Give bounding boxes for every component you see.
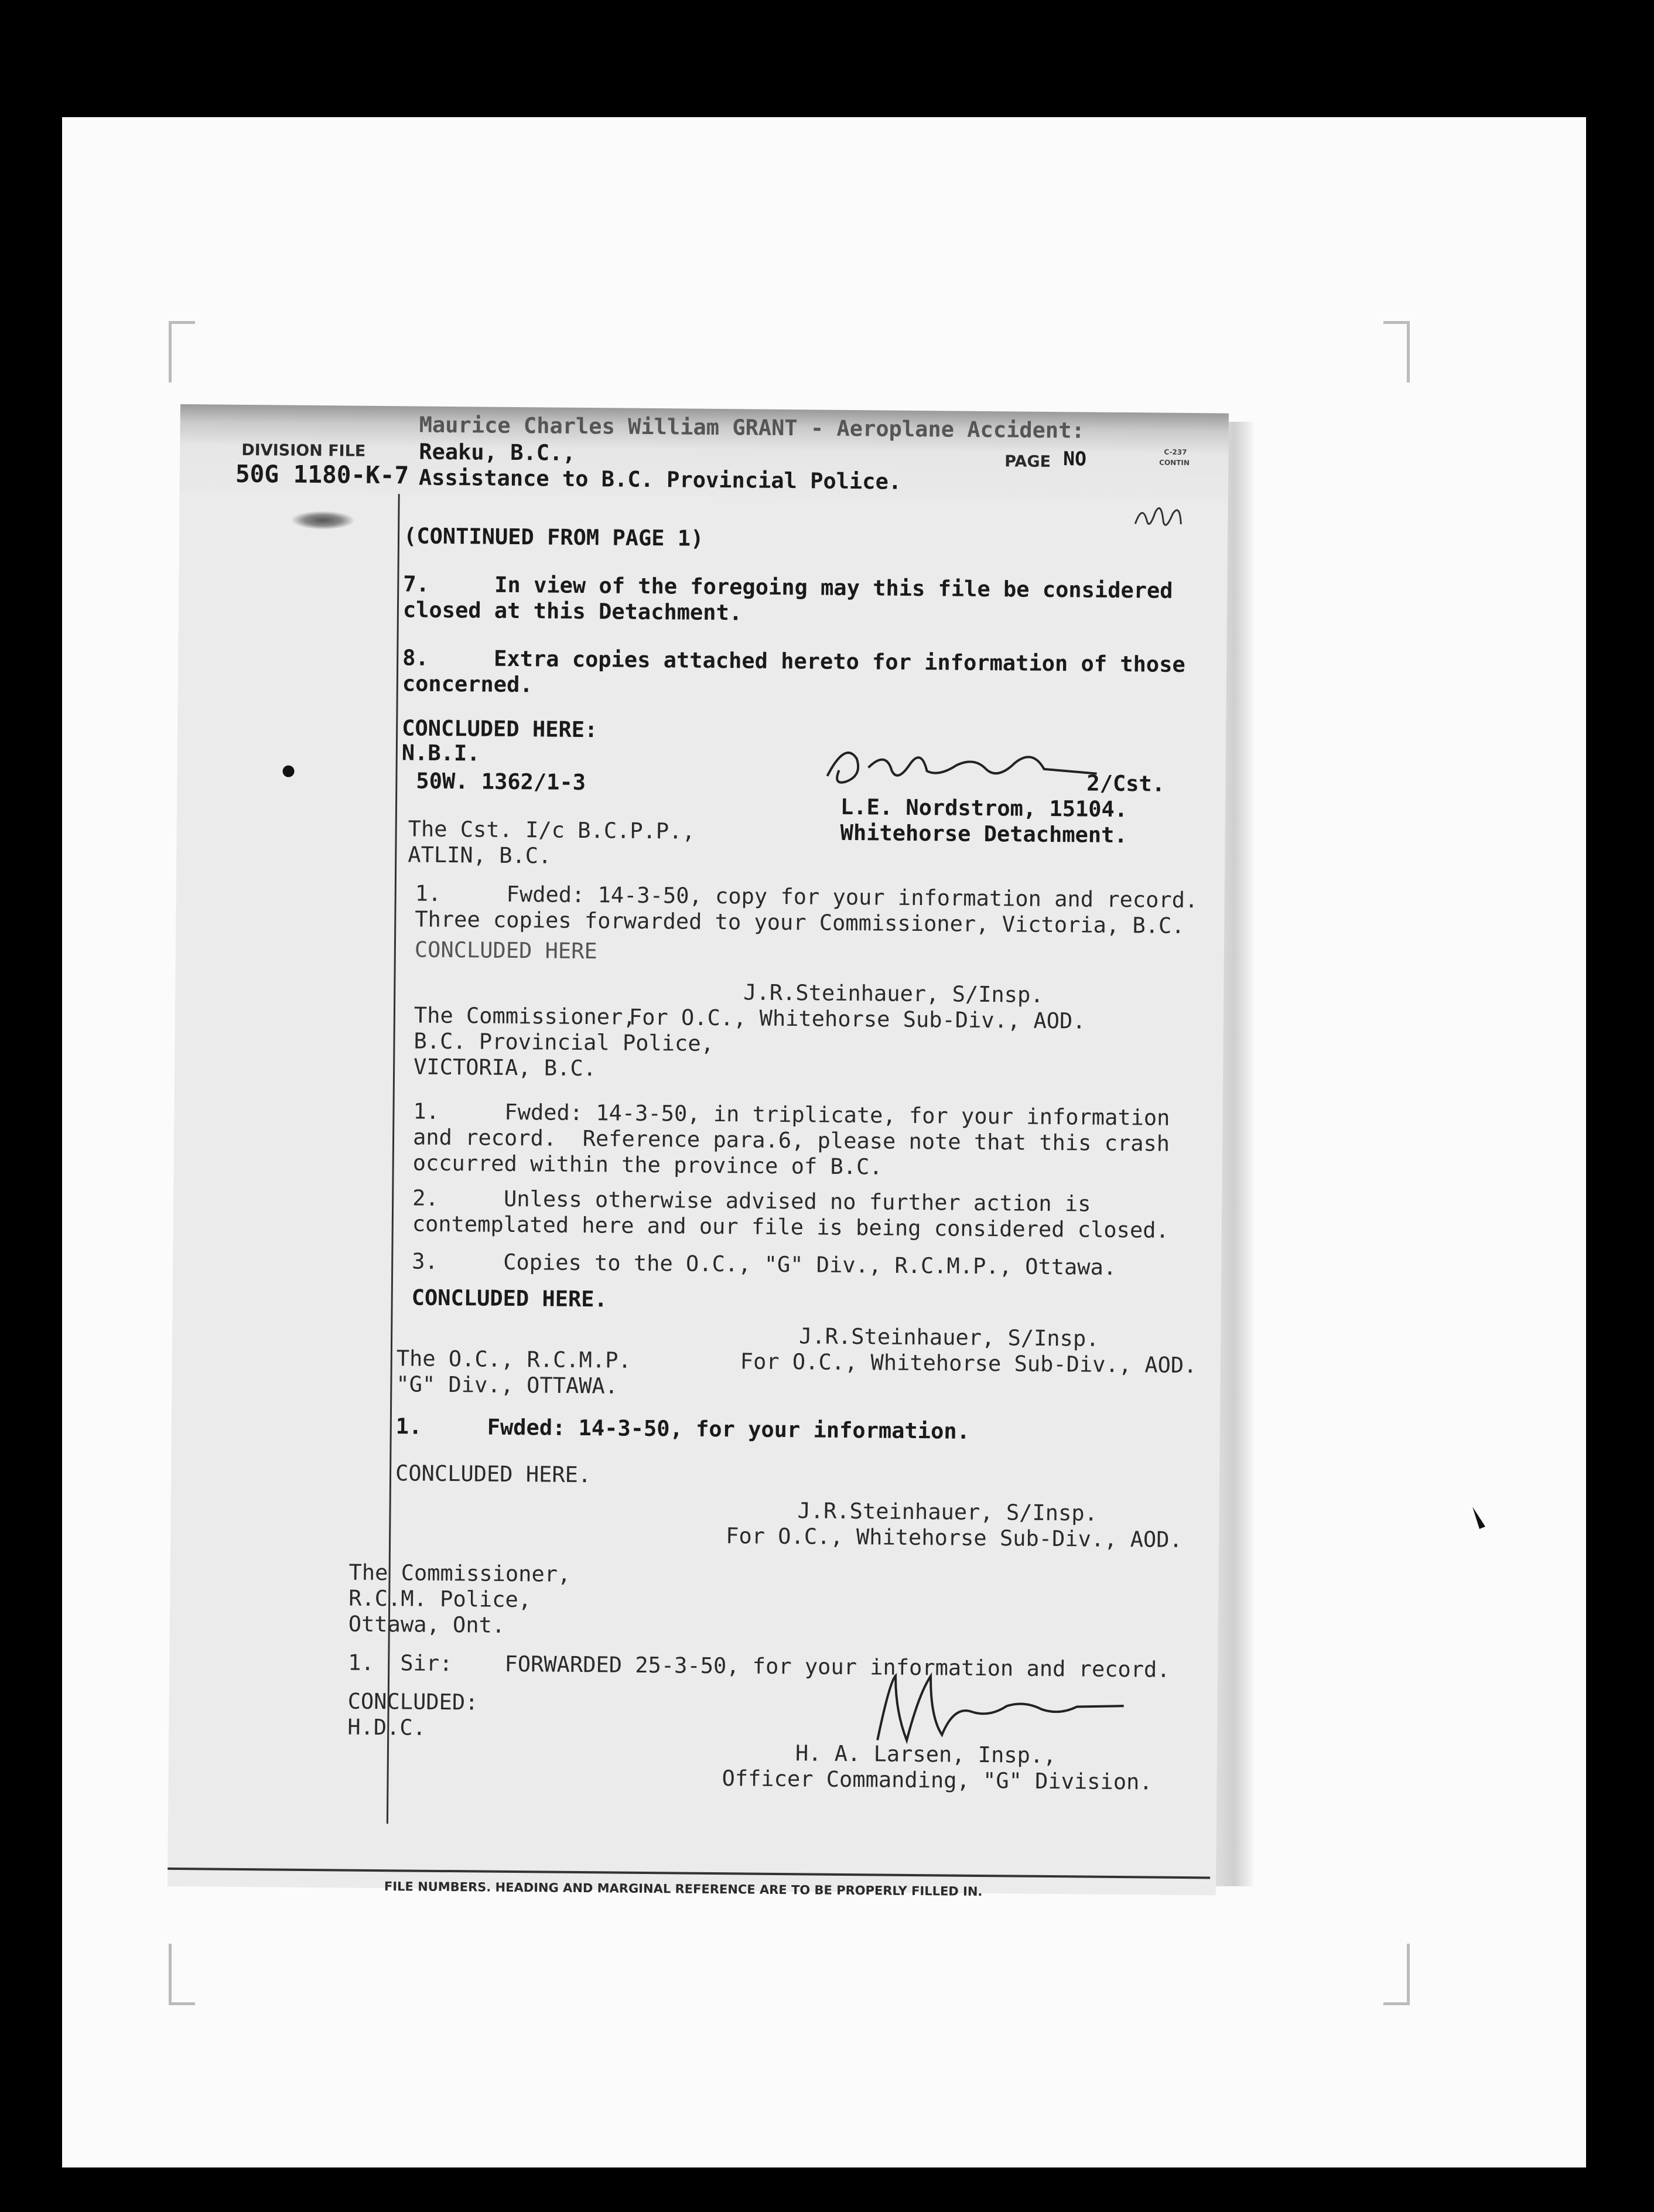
footer-instruction: FILE NUMBERS. HEADING AND MARGINAL REFERENCE ARE TO BE PROPERLY FILLED IN.: [384, 1879, 983, 1899]
crop-mark-top-right: [1383, 321, 1410, 383]
signer1-name: L.E. Nordstrom, 15104.: [840, 794, 1128, 822]
addr1-line2: ATLIN, B.C.: [408, 842, 552, 869]
addr2-line3: VICTORIA, B.C.: [413, 1054, 597, 1081]
para7-line2: closed at this Detachment.: [402, 597, 743, 626]
sig2-name: J.R.Steinhauer, S/Insp.: [743, 979, 1044, 1008]
form-code: C-237: [1164, 448, 1187, 456]
sig3-name: J.R.Steinhauer, S/Insp.: [798, 1323, 1099, 1351]
signature-nordstrom: [821, 735, 1103, 796]
sig5-title: Officer Commanding, "G" Division.: [722, 1766, 1153, 1795]
addr2-line2: B.C. Provincial Police,: [414, 1028, 715, 1056]
file-reference: 50W. 1362/1-3: [416, 768, 586, 796]
continued-tag: CONTIN: [1159, 458, 1190, 467]
crop-mark-bottom-left: [169, 1944, 195, 2005]
handwritten-page-number: [1129, 500, 1186, 536]
signer1-unit: Whitehorse Detachment.: [840, 820, 1127, 848]
m2-p3: 3. Copies to the O.C., "G" Div., R.C.M.P., Ottawa.: [412, 1248, 1117, 1281]
m2-p2-line2: contemplated here and our file is being considered closed.: [412, 1211, 1169, 1243]
m1-concluded: CONCLUDED HERE: [414, 937, 597, 964]
m2-p1-line2: and record. Reference para.6, please note that this crash: [412, 1124, 1170, 1156]
page-label: PAGE: [1004, 452, 1051, 471]
para8-line2: concerned.: [402, 671, 533, 698]
page-number: NO: [1063, 447, 1087, 470]
sig4-for: For O.C., Whitehorse Sub-Div., AOD.: [725, 1523, 1183, 1553]
m2-p1-line3: occurred within the province of B.C.: [412, 1150, 883, 1180]
crop-mark-bottom-right: [1383, 1944, 1410, 2005]
subject-line-2: Reaku, B.C.,: [419, 439, 576, 466]
crop-mark-top-left: [169, 321, 195, 383]
ink-smudge: [291, 511, 355, 530]
continued-from: (CONTINUED FROM PAGE 1): [403, 523, 704, 551]
division-file-number: 50G 1180-K-7: [235, 459, 409, 490]
stray-mark: [1471, 1506, 1486, 1531]
sig4-name: J.R.Steinhauer, S/Insp.: [797, 1498, 1098, 1526]
subject-line-1: Maurice Charles William GRANT - Aeroplane Accident:: [419, 412, 1085, 443]
document-page: [168, 404, 1229, 1899]
addr2-line1: The Commissioner,: [414, 1002, 636, 1030]
m3-p1: 1. Fwded: 14-3-50, for your information.: [395, 1414, 970, 1444]
m2-concluded: CONCLUDED HERE.: [411, 1285, 608, 1312]
m2-p2-line1: 2. Unless otherwise advised no further action is: [412, 1185, 1091, 1217]
addr3-line1: The O.C., R.C.M.P.: [396, 1346, 631, 1373]
bottom-rule: [168, 1868, 1210, 1879]
signer1-rank: 2/Cst.: [1086, 770, 1166, 797]
para8-line1: 8. Extra copies attached hereto for information of those: [402, 645, 1185, 677]
concluded-here-1: CONCLUDED HERE:: [402, 715, 598, 743]
addr3-line2: "G" Div., OTTAWA.: [396, 1371, 618, 1399]
addr4-line2: R.C.M. Police,: [348, 1585, 532, 1613]
m1-line1: 1. Fwded: 14-3-50, copy for your information and record.: [415, 880, 1198, 913]
division-file-label: DIVISION FILE: [241, 441, 366, 460]
addr4-line1: The Commissioner,: [348, 1559, 571, 1587]
subject-line-3: Assistance to B.C. Provincial Police.: [418, 465, 902, 494]
para7-line1: 7. In view of the foregoing may this file be considered: [403, 571, 1173, 603]
m4-hdc: H.D.C.: [347, 1714, 426, 1740]
m4-p1: 1. Sir: FORWARDED 25-3-50, for your information and record.: [348, 1650, 1170, 1682]
sig3-for: For O.C., Whitehorse Sub-Div., AOD.: [740, 1349, 1197, 1378]
addr4-line3: Ottawa, Ont.: [348, 1611, 505, 1638]
m3-concluded: CONCLUDED HERE.: [395, 1460, 592, 1488]
sig5-name: H. A. Larsen, Insp.,: [795, 1740, 1057, 1769]
m2-p1-line1: 1. Fwded: 14-3-50, in triplicate, for your information: [413, 1098, 1170, 1131]
addr1-line1: The Cst. I/c B.C.P.P.,: [408, 816, 695, 844]
nbi: N.B.I.: [401, 740, 480, 766]
sig2-for: For O.C., Whitehorse Sub-Div., AOD.: [628, 1004, 1086, 1034]
m1-line2: Three copies forwarded to your Commissioner, Victoria, B.C.: [415, 906, 1185, 938]
ink-dot: [282, 766, 294, 777]
m4-concluded: CONCLUDED:: [347, 1688, 479, 1715]
